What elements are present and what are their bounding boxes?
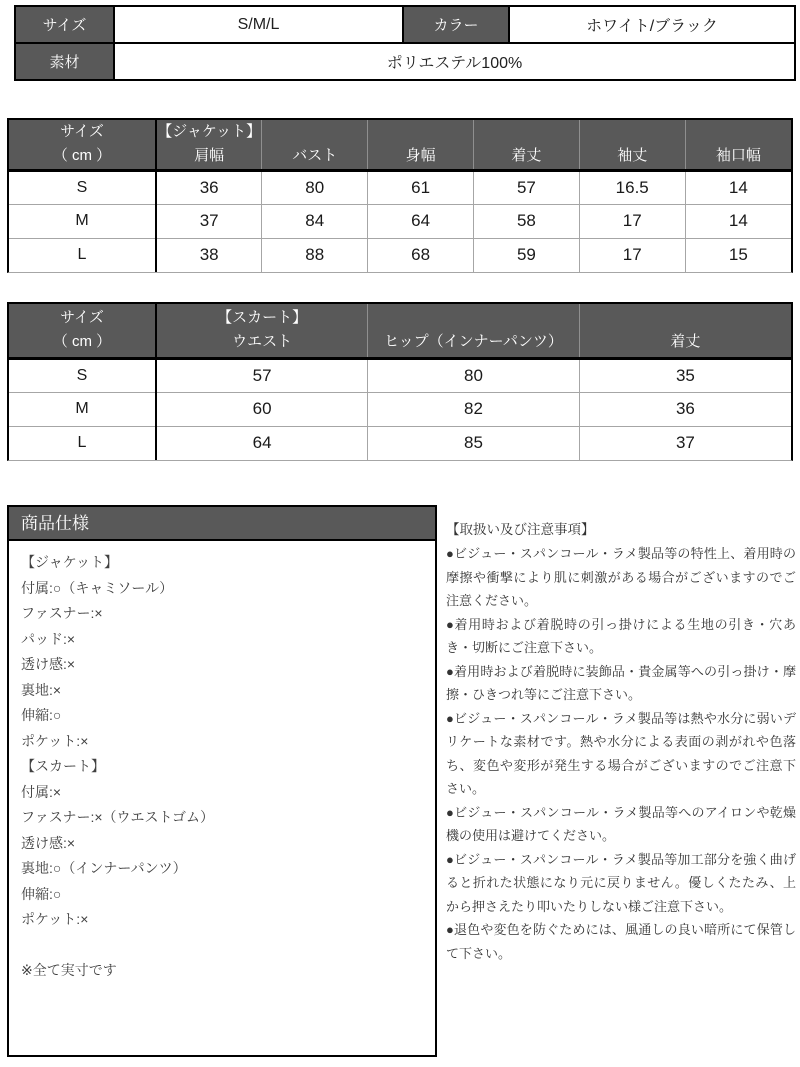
header-line: 【ジャケット】 [157,123,262,141]
value-cell: 59 [473,238,579,272]
spec-line: 【スカート】 [21,758,105,774]
header-line: バスト [292,147,338,165]
header-line [474,120,579,144]
spec-line: 付属:○（キャミソール） [21,579,174,596]
spec-note-actual-size: ※全て実寸です [21,962,117,978]
material-value-cell: ポリエステル100% [114,43,795,80]
spec-line: ポケット:× [21,911,89,927]
value-cell: 17 [579,204,685,238]
spec-panel-title: 商品仕様 [9,507,435,541]
value-cell: 88 [262,238,368,272]
value-cell: 36 [579,392,791,426]
column-header-width [368,120,474,170]
column-header-length [579,304,791,358]
jacket-size-table [9,120,791,272]
product-info-table-wrap [14,5,794,81]
column-header-sleeve [579,120,685,170]
handling-notes-panel [446,518,796,965]
spec-line: 伸縮:○ [21,707,62,723]
value-cell: 36 [156,170,262,204]
table-header-row [9,304,791,358]
value-cell: 17 [579,238,685,272]
header-line: 袖口幅 [715,147,761,165]
header-line: 身幅 [405,147,436,165]
value-cell: 60 [156,392,368,426]
header-line [368,306,579,330]
value-cell: 35 [579,358,791,392]
size-cell: L [9,238,156,272]
spec-line: ファスナー:× [21,605,103,621]
table-row [15,6,795,43]
skirt-size-table [9,304,791,460]
value-cell: 85 [368,426,580,460]
column-header-size [9,304,156,358]
size-cell: S [9,170,156,204]
table-row [9,392,791,426]
handling-note-item: ●退色や変色を防ぐためには、風通しの良い暗所にて保管して下さい。 [446,922,796,961]
spec-line: 【ジャケット】 [21,554,119,570]
color-value-cell: ホワイト/ブラック [509,6,795,43]
header-line: （ cm ） [52,333,112,351]
column-header-shoulder [156,120,262,170]
table-row [9,238,791,272]
header-line: 着丈 [670,333,701,351]
header-line: 着丈 [511,147,542,165]
value-cell: 61 [368,170,474,204]
column-header-length [473,120,579,170]
table-row [9,358,791,392]
header-line [262,120,367,144]
size-cell: M [9,204,156,238]
value-cell: 57 [473,170,579,204]
header-line [368,120,473,144]
size-cell: M [9,392,156,426]
value-cell: 80 [368,358,580,392]
column-header-hip [368,304,580,358]
header-line [580,306,791,330]
jacket-size-table-wrap [7,118,793,273]
column-header-size [9,120,156,170]
header-line [686,120,791,144]
handling-note-item: ●着用時および着脱時に装飾品・貴金属等への引っ掛け・摩擦・ひきつれ等にご注意下さい。 [446,663,796,702]
value-cell: 68 [368,238,474,272]
size-value-cell: S/M/L [114,6,403,43]
value-cell: 37 [156,204,262,238]
header-line: 肩幅 [194,147,225,165]
header-line: 【スカート】 [217,309,308,327]
column-header-bust [262,120,368,170]
value-cell: 64 [368,204,474,238]
value-cell: 80 [262,170,368,204]
spec-line: 裏地:○（インナーパンツ） [21,860,187,876]
handling-note-item: ●ビジュー・スパンコール・ラメ製品等は熱や水分に弱いデリケートな素材です。熱や水分による表面の剥がれや色落ち、変色や変形が発生する場合がございますのでご注意下さい。 [446,710,796,796]
header-line: （ cm ） [52,147,112,165]
spec-line: 伸縮:○ [21,885,62,902]
column-header-cuff [685,120,791,170]
header-line: 袖丈 [617,147,648,165]
spec-line: ポケット:× [21,732,89,749]
spec-line: 裏地:× [21,681,62,698]
table-row [9,170,791,204]
product-spec-panel [7,505,437,1057]
value-cell: 14 [685,204,791,238]
handling-note-item: ●ビジュー・スパンコール・ラメ製品等の特性上、着用時の摩擦や衝撃により肌に刺激がある場合がございますのでご注意ください。 [446,546,796,608]
spec-line: 透け感:× [21,656,76,672]
spec-line-blank [21,933,423,959]
spec-line: ファスナー:×（ウエストゴム） [21,809,214,825]
handling-notes-title: 【取扱い及び注意事項】 [446,522,595,537]
value-cell: 15 [685,238,791,272]
column-header-waist [156,304,368,358]
value-cell: 58 [473,204,579,238]
spec-panel-body [9,541,435,993]
handling-note-item: ●着用時および着脱時の引っ掛けによる生地の引き・穴あき・切断にご注意下さい。 [446,616,796,655]
color-label-cell: カラー [403,6,509,43]
skirt-size-table-wrap [7,302,793,461]
value-cell: 64 [156,426,368,460]
header-line: サイズ [60,123,104,141]
value-cell: 38 [156,238,262,272]
value-cell: 84 [262,204,368,238]
value-cell: 14 [685,170,791,204]
handling-note-item: ●ビジュー・スパンコール・ラメ製品等へのアイロンや乾燥機の使用は避けてください。 [446,804,796,843]
table-row [9,204,791,238]
header-line: サイズ [60,309,104,327]
material-label-cell: 素材 [15,43,114,80]
size-cell: S [9,358,156,392]
header-line: ヒップ（インナーパンツ） [384,333,563,351]
table-row [9,426,791,460]
value-cell: 57 [156,358,368,392]
value-cell: 37 [579,426,791,460]
product-info-table [14,5,796,81]
value-cell: 16.5 [579,170,685,204]
header-line [580,120,685,144]
spec-line: パッド:× [21,630,76,647]
header-line: ウエスト [232,333,293,351]
value-cell: 82 [368,392,580,426]
spec-line: 付属:× [21,783,62,800]
handling-note-item: ●ビジュー・スパンコール・ラメ製品等加工部分を強く曲げると折れた状態になり元に戻りません。優しくたたみ、上から押さえたり叩いたりしない様ご注意下さい。 [446,851,796,914]
spec-line: 透け感:× [21,834,76,851]
table-row [15,43,795,80]
table-header-row [9,120,791,170]
size-cell: L [9,426,156,460]
size-label-cell: サイズ [15,6,114,43]
